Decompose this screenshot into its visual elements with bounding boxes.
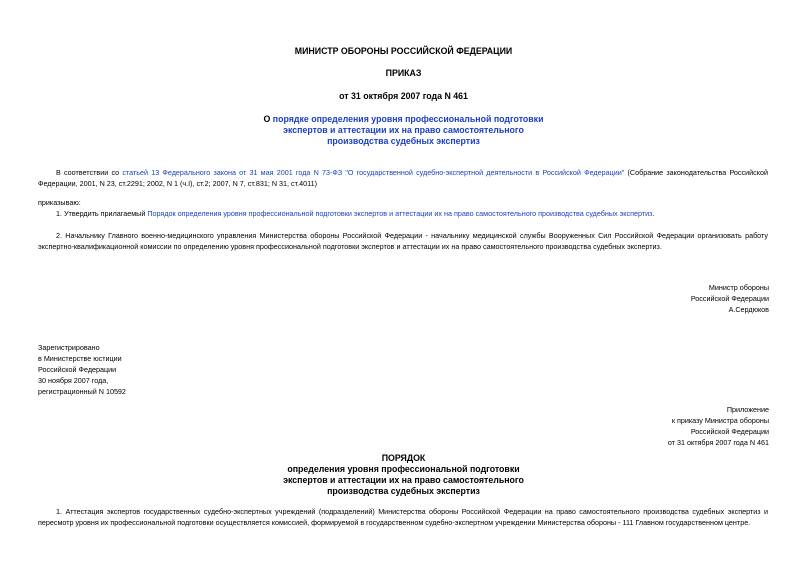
item-2: 2. Начальнику Главного военно-медицинского управления Министерства обороны Российской Федерации - начальнику медицинской службы Вооруженных Сил Российской Федерации организовать работу экспертно-квалификационной комиссии по определению уровня профессиональной подготовки экспертов и аттестации их на право самостоятельного производства судебных экспертиз. bbox=[38, 231, 768, 251]
signature-line-2: Российской Федерации bbox=[690, 294, 769, 303]
preamble-text-before: В соответствии со bbox=[56, 168, 123, 177]
procedure-title: ПОРЯДОК bbox=[381, 453, 426, 463]
appendix-line-3: Российской Федерации bbox=[690, 427, 769, 436]
procedure-line-1: определения уровня профессиональной подготовки bbox=[287, 464, 520, 474]
title-prefix: О bbox=[263, 114, 273, 124]
procedure-line-3: производства судебных экспертиз bbox=[327, 486, 480, 496]
title-link-line1[interactable]: порядке определения уровня профессиональной подготовки bbox=[272, 114, 544, 124]
procedure-heading bbox=[0, 453, 807, 497]
doc-title bbox=[0, 114, 807, 147]
preamble-text-after: (Собрание законодательства Российской Федерации, 2001, N 23, ст.2291; 2002, N 1 (ч.I), ст.2; 2007, N 7, ст.831; N 31, ст.4011) bbox=[38, 168, 768, 188]
signature-line-1: Министр обороны bbox=[708, 283, 769, 292]
procedure-line-2: экспертов и аттестации их на право самостоятельного bbox=[283, 475, 524, 485]
item-1 bbox=[38, 208, 768, 219]
title-link-line2[interactable]: экспертов и аттестации их на право самостоятельного bbox=[283, 125, 524, 135]
item-1-end: . bbox=[652, 209, 655, 218]
registration-line-2: в Министерстве юстиции bbox=[38, 354, 122, 363]
title-link-line3[interactable]: производства судебных экспертиз bbox=[327, 136, 480, 146]
appendix-block bbox=[549, 404, 769, 448]
signature-block bbox=[569, 282, 769, 315]
registration-line-5: регистрационный N 10592 bbox=[38, 387, 126, 396]
appendix-line-4: от 31 октября 2007 года N 461 bbox=[667, 438, 769, 447]
registration-line-1: Зарегистрировано bbox=[38, 343, 100, 352]
order-word: приказываю: bbox=[38, 198, 81, 207]
item-1-text: 1. Утвердить прилагаемый bbox=[56, 209, 148, 218]
appendix-line-1: Приложение bbox=[726, 405, 769, 414]
doc-date-number: от 31 октября 2007 года N 461 bbox=[339, 91, 468, 101]
preamble-law-link[interactable]: статьей 13 Федерального закона от 31 мая 2001 года N 73-ФЗ "О государственной судебно-экспертной деятельности в Российской Федерации" bbox=[122, 168, 625, 177]
registration-line-4: 30 ноября 2007 года, bbox=[38, 376, 109, 385]
appendix-line-2: к приказу Министра обороны bbox=[671, 416, 769, 425]
doc-type-heading: ПРИКАЗ bbox=[385, 68, 422, 78]
preamble-paragraph bbox=[38, 167, 768, 189]
registration-line-3: Российской Федерации bbox=[38, 365, 117, 374]
ministry-heading: МИНИСТР ОБОРОНЫ РОССИЙСКОЙ ФЕДЕРАЦИИ bbox=[294, 46, 513, 56]
procedure-link[interactable]: Порядок определения уровня профессиональной подготовки экспертов и аттестации их на право самостоятельного производства судебных экспертиз bbox=[147, 209, 653, 218]
registration-block bbox=[38, 342, 238, 397]
signature-line-3: А.Сердюков bbox=[728, 305, 769, 314]
procedure-paragraph-1: 1. Аттестация экспертов государственных судебно-экспертных учреждений (подразделений) Министерства обороны Российской Федерации на право самостоятельного производства судебных экспертиз и пересмотр уровня их профессиональной подготовки осуществляется комиссией, формируемой в государственном судебно-экспертном учреждении Министерства обороны - 111 Главном государственном центре. bbox=[38, 507, 768, 527]
